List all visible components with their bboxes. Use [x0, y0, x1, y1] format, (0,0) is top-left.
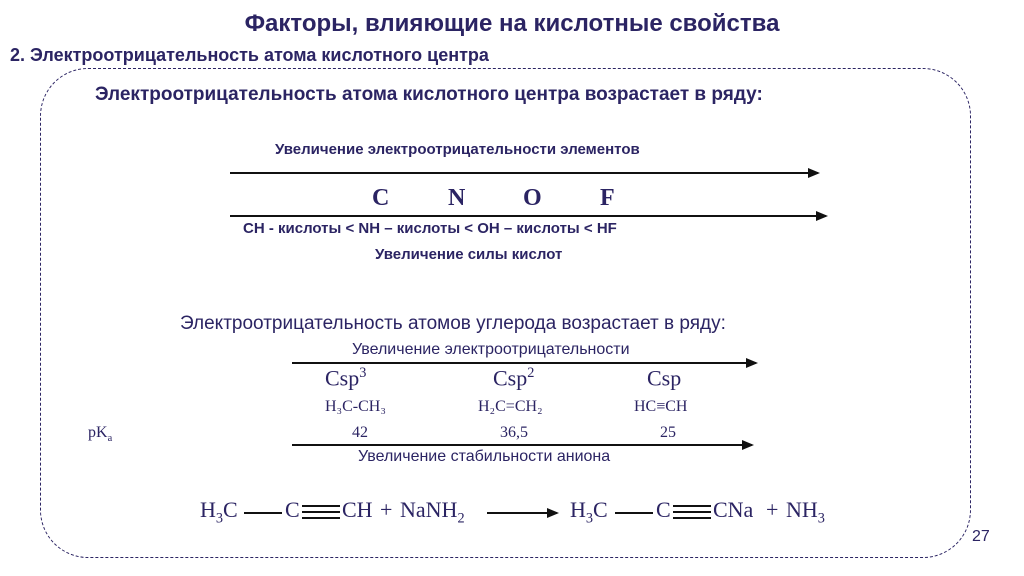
element-f: F [600, 185, 615, 211]
hybrid-sp3: Csp$^3$ [325, 365, 367, 391]
page-number: 27 [972, 528, 990, 545]
pka-ethane: 42 [352, 424, 368, 441]
carbon-heading: Электроотрицательность атомов углерода возрастает в ряду: [180, 313, 726, 334]
product-single-bond [615, 512, 653, 514]
acid-strength-label: Увеличение силы кислот [375, 246, 563, 263]
reaction-arrow [487, 512, 557, 514]
reactant-methyl: $H_3C$ [200, 497, 238, 527]
hybrid-sp2: Csp$^2$ [493, 365, 535, 391]
triple-bond [302, 505, 340, 523]
element-n: N [448, 185, 466, 211]
acid-series: CH - кислоты < NH – кислоты < OH – кислоты < HF [243, 220, 617, 237]
product-cna: CNa [713, 497, 754, 522]
electronegativity-arrow [230, 172, 818, 174]
pka-label: $pK_a$ [88, 424, 113, 445]
molecule-ethene: H₂C=CH₂ [478, 398, 543, 415]
pka-ethyne: 25 [660, 424, 676, 441]
electronegativity-arrow-label: Увеличение электроотрицательности элементов [275, 141, 640, 158]
element-c: C [372, 185, 390, 211]
carbon-arrow-label: Увеличение электроотрицательности [352, 341, 630, 358]
plus-sign: + [380, 497, 393, 522]
reactant-ch: CH [342, 497, 373, 522]
pka-ethene: 36,5 [500, 424, 528, 441]
reactant-carbon: C [285, 497, 300, 522]
anion-stability-arrow [292, 444, 752, 446]
anion-stability-label: Увеличение стабильности аниона [358, 448, 611, 465]
product-methyl: $H_3C$ [570, 497, 608, 527]
molecule-ethyne: HC≡CH [634, 398, 688, 415]
acid-strength-arrow [230, 215, 826, 217]
single-bond [244, 512, 282, 514]
plus-sign-2: + [766, 497, 779, 522]
hybrid-sp: Csp [647, 365, 682, 391]
molecule-ethane: H₃C-CH₃ [325, 398, 386, 415]
slide-subtitle: 2. Электроотрицательность атома кислотного центра [10, 45, 489, 65]
element-o: O [523, 185, 542, 211]
acid-center-heading: Электроотрицательность атома кислотного центра возрастает в ряду: [95, 84, 763, 105]
carbon-electronegativity-arrow [292, 362, 756, 364]
product-carbon: C [656, 497, 671, 522]
product-nh3: $NH_3$ [786, 497, 825, 527]
product-triple-bond [673, 505, 711, 523]
reagent-nanh2: NaNH$_2$ [400, 497, 465, 527]
slide-title: Факторы, влияющие на кислотные свойства [244, 10, 780, 37]
